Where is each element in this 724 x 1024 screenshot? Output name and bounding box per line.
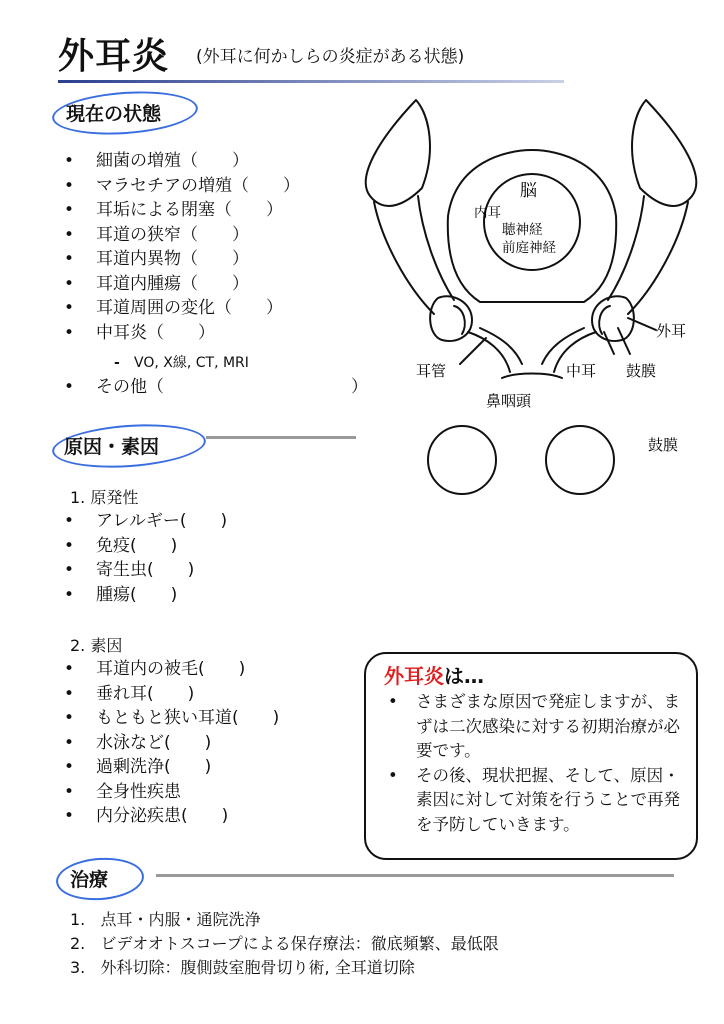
treatment-heading: 治療 bbox=[70, 869, 109, 891]
list-item: • 全身性疾患 bbox=[58, 780, 279, 805]
list-item: 3. 外科切除：腹側鼓室胞骨切り術, 全耳道切除 bbox=[70, 958, 415, 977]
exam-sub-item: - VO, X線, CT, MRI bbox=[58, 351, 249, 375]
predisposing-list bbox=[58, 657, 279, 829]
left-bulla-shape bbox=[430, 296, 472, 341]
list-item: • アレルギー( ) bbox=[58, 509, 227, 534]
inner-ear-label: 内耳 bbox=[474, 205, 501, 221]
eustachian-tube-shape bbox=[468, 328, 522, 372]
list-item: • 寄生虫( ) bbox=[58, 558, 227, 583]
right-pinna-shape bbox=[632, 100, 696, 206]
page-subtitle: (外耳に何かしらの炎症がある状態) bbox=[196, 47, 465, 67]
primary-label: 1. 原発性 bbox=[70, 488, 139, 507]
summary-callout bbox=[364, 652, 698, 860]
current-state-last bbox=[58, 375, 368, 400]
page-title: 外耳炎 bbox=[58, 36, 170, 77]
left-eardrum-circle bbox=[428, 426, 496, 494]
list-item: • 耳道の狭窄（ ） bbox=[58, 223, 300, 248]
list-item: • 耳垢による閉塞（ ） bbox=[58, 198, 300, 223]
brain-label: 脳 bbox=[520, 181, 537, 201]
nerve-label-2: 前庭神経 bbox=[502, 240, 556, 256]
list-item: • 免疫( ) bbox=[58, 534, 227, 559]
list-item: • 細菌の増殖（ ） bbox=[58, 149, 300, 174]
nerve-label-1: 聴神経 bbox=[502, 222, 543, 238]
callout-list bbox=[380, 690, 680, 837]
outer-ear-label: 外耳 bbox=[656, 322, 687, 340]
current-state-heading: 現在の状態 bbox=[66, 103, 162, 125]
callout-title bbox=[384, 660, 484, 689]
list-item: • 耳道内の被毛( ) bbox=[58, 657, 279, 682]
eardrum-label: 鼓膜 bbox=[626, 362, 657, 380]
middle-ear-label: 中耳 bbox=[566, 362, 597, 380]
section-rule bbox=[156, 874, 674, 877]
callout-title-highlight: 外耳炎 bbox=[384, 664, 444, 688]
title-underline bbox=[58, 80, 564, 83]
current-state-list bbox=[58, 149, 300, 345]
predisposing-label: 2. 素因 bbox=[70, 636, 123, 655]
list-item: • 中耳炎（ ） bbox=[58, 321, 300, 346]
list-item: • その他（ ） bbox=[58, 375, 368, 400]
treatment-list bbox=[70, 908, 499, 980]
list-item: • マラセチアの増殖（ ） bbox=[58, 174, 300, 199]
nasopharynx-shape bbox=[502, 374, 562, 379]
list-item: • 水泳など( ) bbox=[58, 731, 279, 756]
callout-title-rest: は… bbox=[444, 664, 484, 688]
nasopharynx-label: 鼻咽頭 bbox=[486, 392, 532, 410]
primary-list bbox=[58, 509, 227, 607]
list-item: • 耳道内腫瘍（ ） bbox=[58, 272, 300, 297]
list-item: • 内分泌疾患( ) bbox=[58, 804, 279, 829]
causes-heading: 原因・素因 bbox=[64, 436, 160, 458]
right-eardrum-circle bbox=[546, 426, 614, 494]
callout-point: • さまざまな原因で発症しますが、まずは二次感染に対する初期治療が必要です。 bbox=[380, 690, 680, 764]
ear-canal-label: 耳管 bbox=[416, 362, 447, 380]
list-item: • 耳道周囲の変化（ ） bbox=[58, 296, 300, 321]
list-item: • 腫瘍( ) bbox=[58, 583, 227, 608]
list-item: • 垂れ耳( ) bbox=[58, 682, 279, 707]
callout-point: • その後、現状把握、そして、原因・素因に対して対策を行うことで再発を予防していきます。 bbox=[380, 764, 680, 838]
list-item: • もともと狭い耳道( ) bbox=[58, 706, 279, 731]
list-item: 1. 点耳・内服・通院洗浄 bbox=[70, 910, 261, 929]
left-pinna-shape bbox=[366, 100, 430, 206]
list-item: • 過剰洗浄( ) bbox=[58, 755, 279, 780]
list-item: • 耳道内異物（ ） bbox=[58, 247, 300, 272]
list-item: 2. ビデオオトスコープによる保存療法：徹底頻繁、最低限 bbox=[70, 934, 499, 953]
section-rule bbox=[206, 436, 356, 439]
ear-anatomy-diagram bbox=[356, 92, 710, 512]
eardrum-side-label: 鼓膜 bbox=[648, 436, 679, 454]
